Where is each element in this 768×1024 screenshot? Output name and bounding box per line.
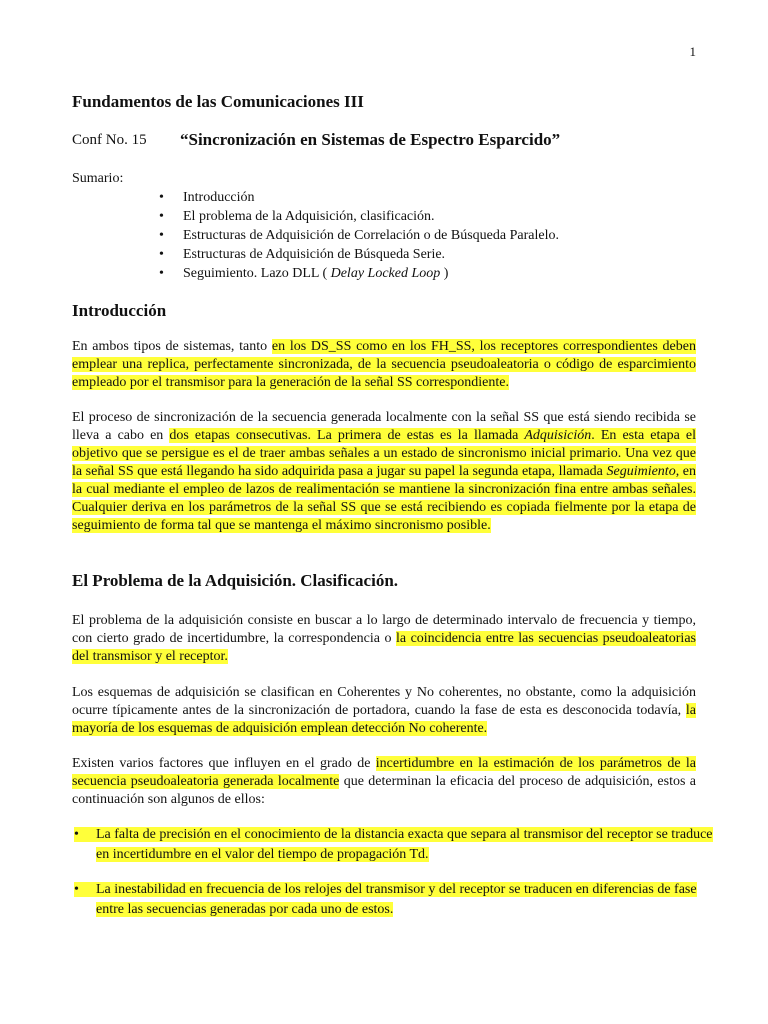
paragraph-intro-1 <box>72 338 696 392</box>
highlighted-text-part: dos etapas consecutivas. La primera de estas es la llamada <box>169 428 525 443</box>
summary-list <box>155 188 559 283</box>
summary-item-text: Seguimiento. Lazo DLL ( <box>183 266 328 281</box>
summary-item: • Introducción <box>155 188 559 207</box>
highlighted-text: en los DS_SS como en los FH_SS, los receptores correspondientes deben emplear una replica, perfectamente sincronizada, de la secuencia pseudoaleatoria o código de esparcimiento empleado por el transmisor para la generación de la señal SS correspondiente. <box>72 339 696 390</box>
paragraph-problem-3 <box>72 755 696 809</box>
section-heading-introduccion: Introducción <box>72 301 167 320</box>
paragraph-intro-2 <box>72 409 696 535</box>
summary-item: • Estructuras de Adquisición de Búsqueda Serie. <box>155 245 559 264</box>
summary-item-italic: Delay Locked Loop <box>330 266 441 281</box>
highlighted-text <box>72 428 696 533</box>
paragraph-text: Existen varios factores que influyen en el grado de <box>72 756 376 771</box>
paragraph-problem-2 <box>72 684 696 738</box>
highlighted-italic-term: Seguimiento <box>606 464 676 479</box>
highlighted-text <box>74 827 713 862</box>
course-title: Fundamentos de las Comunicaciones III <box>72 92 364 111</box>
bullet-icon: • <box>74 827 79 842</box>
paragraph-text: que determinan la eficacia del proceso de adquisición, estos a continuación son algunos de ellos: <box>72 774 697 807</box>
summary-item: • Estructuras de Adquisición de Correlación o de Búsqueda Paralelo. <box>155 226 559 245</box>
conference-number: Conf No. 15 <box>72 132 147 148</box>
paragraph-text: El problema de la adquisición consiste en buscar a lo largo de determinado intervalo de frecuencia y tiempo, con cierto grado de incertidumbre, la correspondencia o <box>72 613 696 646</box>
summary-label: Sumario: <box>72 171 124 186</box>
highlighted-text: la mayoría de los esquemas de adquisición emplean detección No coherente. <box>72 703 696 736</box>
highlighted-text: incertidumbre en la estimación de los parámetros de la secuencia pseudoaleatoria generada localmente <box>72 756 696 789</box>
factor-bullet-item <box>72 825 720 865</box>
paragraph-text: Los esquemas de adquisición se clasifican en Coherentes y No coherentes, no obstante, como la adquisición ocurre típicamente antes de la sincronización de portadora, cuando la fase de esta es desconocida todavía, <box>72 685 696 718</box>
paragraph-problem-1 <box>72 612 696 666</box>
page-number: 1 <box>689 44 696 59</box>
summary-item: • El problema de la Adquisición, clasificación. <box>155 207 559 226</box>
highlighted-text: la coincidencia entre las secuencias pseudoaleatorias del transmisor y el receptor. <box>72 631 696 664</box>
summary-item-suffix: ) <box>443 266 449 281</box>
highlighted-italic-term: Adquisición <box>524 428 592 443</box>
section-heading-problema: El Problema de la Adquisición. Clasificación. <box>72 571 399 590</box>
paragraph-text: En ambos tipos de sistemas, tanto <box>72 339 272 354</box>
summary-item <box>155 264 559 283</box>
bullet-icon: • <box>74 882 79 897</box>
highlighted-text-part: . En esta etapa el objetivo que se persigue es el de traer ambas señales a un estado de sincronismo inicial primario. Una vez que la señal SS que está llegando ha sido adquirida pasa a jugar su papel la segunda etapa, llamada <box>72 428 696 479</box>
bullet-text: La falta de precisión en el conocimiento de la distancia exacta que separa al transmisor del receptor se traduce en incertidumbre en el valor del tiempo de propagación Td. <box>96 827 713 862</box>
paragraph-text: El proceso de sincronización de la secuencia generada localmente con la señal SS que está siendo recibida se lleva a cabo en <box>72 410 696 443</box>
highlighted-text <box>74 882 697 917</box>
highlighted-text-part: , en la cual mediante el empleo de lazos de realimentación se mantiene la sincronización fina entre ambas señales. Cualquier deriva en los parámetros de la señal SS que se está recibiendo es copiada fielmente por la etapa de seguimiento de forma tal que se mantenga el máximo sincronismo posible. <box>72 464 696 533</box>
bullet-text: La inestabilidad en frecuencia de los relojes del transmisor y del receptor se traducen en diferencias de fase entre las secuencias generadas por cada uno de estos. <box>96 882 697 917</box>
conference-title: “Sincronización en Sistemas de Espectro Esparcido” <box>180 130 561 149</box>
factor-bullet-item <box>72 880 720 920</box>
